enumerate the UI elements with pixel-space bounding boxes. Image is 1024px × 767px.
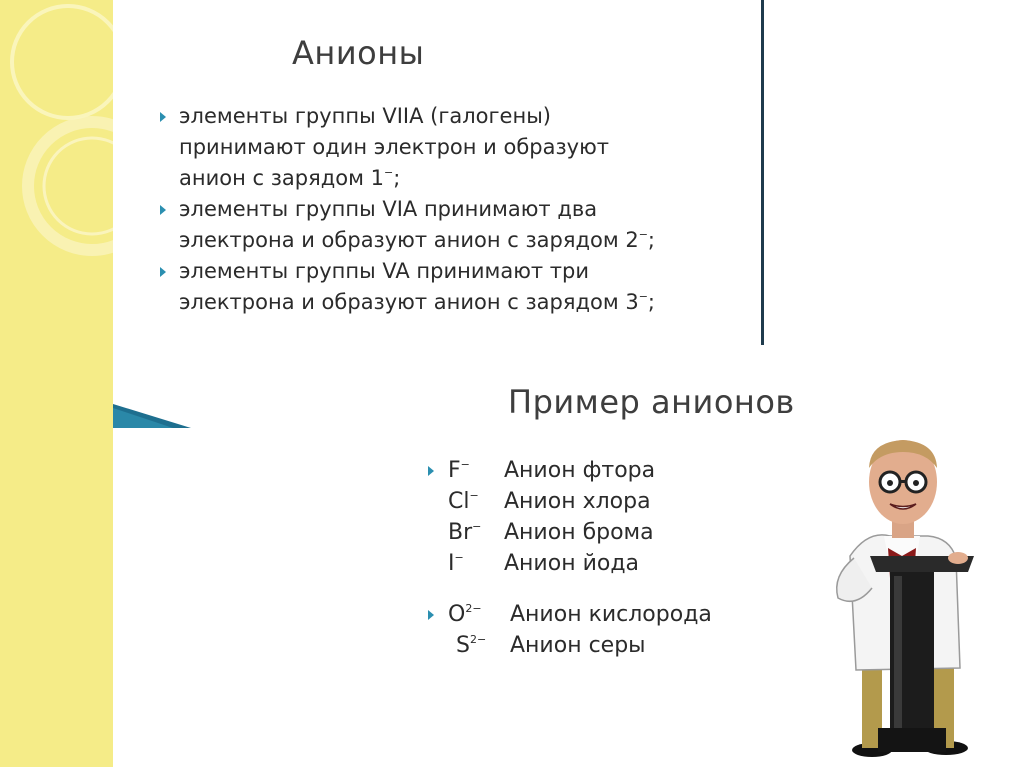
charge-superscript: − (454, 551, 464, 564)
anion-rules-list (160, 101, 740, 318)
slide-title-anion-examples: Пример анионов (508, 383, 795, 421)
charge-superscript: − (469, 489, 479, 502)
element-symbol: S (456, 633, 470, 658)
charge-superscript: − (638, 290, 648, 303)
bullet-text: электрона и образуют анион с зарядом 3 (179, 290, 639, 314)
anion-name: Анион брома (504, 520, 654, 545)
bullet-text: электрона и образуют анион с зарядом 2 (179, 228, 639, 252)
element-symbol: I (448, 551, 455, 576)
anion-symbol (448, 517, 504, 548)
charge-superscript: 2− (469, 633, 487, 646)
charge-superscript: − (383, 166, 394, 179)
anion-name: Анион серы (510, 633, 646, 658)
anion-symbol (448, 599, 510, 630)
anion-row-oxygen (448, 599, 788, 630)
decorative-sidebar (0, 0, 113, 767)
bullet-line (179, 287, 740, 318)
slide-frame-border (761, 0, 764, 345)
anion-row-iodine (448, 548, 788, 579)
bullet-line (179, 225, 740, 256)
charge-superscript: − (472, 520, 482, 533)
bullet-arrow-icon (428, 610, 434, 620)
charge-superscript: − (460, 458, 470, 471)
bullet-end: ; (647, 290, 655, 314)
anion-row-bromine (448, 517, 788, 548)
bullet-arrow-icon (428, 466, 434, 476)
divalent-anions-group (428, 599, 788, 661)
sidebar-circles (0, 0, 113, 767)
element-symbol: Cl (448, 489, 470, 514)
professor-illustration (828, 438, 978, 758)
charge-superscript: − (638, 228, 648, 241)
anion-examples-list (428, 455, 788, 661)
anion-symbol (448, 548, 504, 579)
bullet-end: ; (393, 166, 401, 190)
bullet-line: принимают один электрон и образуют (179, 135, 609, 159)
anion-name: Анион йода (504, 551, 640, 576)
teal-wedge-decoration (113, 404, 193, 428)
bullet-item-via (160, 194, 740, 256)
anion-row-fluorine (448, 455, 788, 486)
anion-name: Анион кислорода (510, 602, 712, 627)
bullet-arrow-icon (160, 112, 166, 122)
element-symbol: O (448, 602, 466, 627)
anion-row-sulfur (448, 630, 788, 661)
bullet-line: элементы группы VIIA (галогены) (179, 104, 551, 128)
anion-row-chlorine (448, 486, 788, 517)
bullet-item-va (160, 256, 740, 318)
bullet-text: анион с зарядом 1 (179, 166, 384, 190)
anion-name: Анион фтора (504, 458, 656, 483)
bullet-line: элементы группы VIA принимают два (179, 197, 598, 221)
bullet-line (179, 163, 740, 194)
bullet-item-viia (160, 101, 740, 194)
slide-title-anions: Анионы (292, 34, 425, 72)
anion-symbol (448, 630, 510, 661)
bullet-end: ; (647, 228, 655, 252)
element-symbol: F (448, 458, 461, 483)
anion-name: Анион хлора (504, 489, 651, 514)
bullet-arrow-icon (160, 267, 166, 277)
element-symbol: Br (448, 520, 473, 545)
bullet-arrow-icon (160, 205, 166, 215)
bullet-line: элементы группы VA принимают три (179, 259, 590, 283)
monovalent-anions-group (428, 455, 788, 579)
anion-symbol (448, 486, 504, 517)
charge-superscript: 2− (465, 602, 482, 615)
anion-symbol (448, 455, 504, 486)
